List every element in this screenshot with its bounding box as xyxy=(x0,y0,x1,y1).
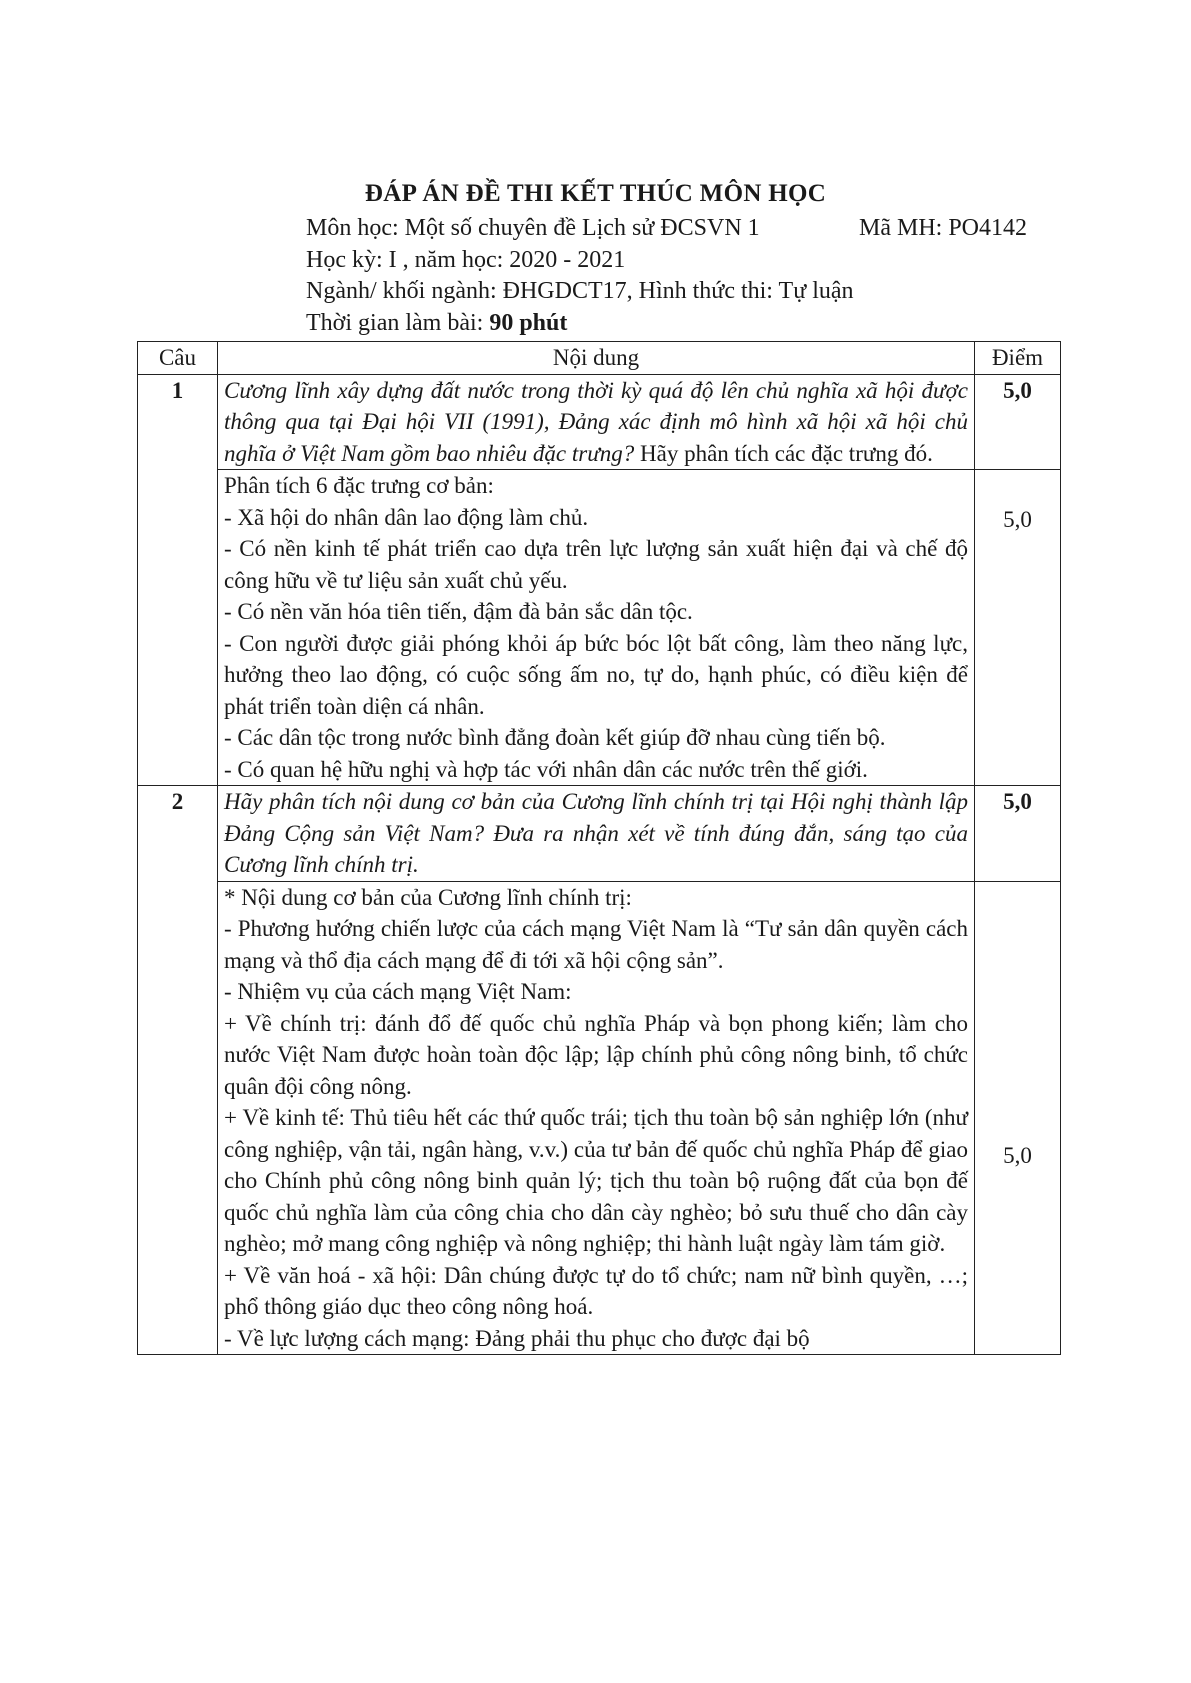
q1-question-row xyxy=(138,374,1061,470)
q1-number-text: 1 xyxy=(171,377,184,403)
document-title: ĐÁP ÁN ĐỀ THI KẾT THÚC MÔN HỌC xyxy=(364,180,827,207)
header-content: Nội dung xyxy=(218,342,975,375)
q1-number xyxy=(138,374,218,786)
q1-answer-score: 5,0 xyxy=(975,470,1061,786)
q1-answer-line: - Xã hội do nhân dân lao động làm chủ. xyxy=(224,504,589,530)
q1-answer-line: - Con người được giải phóng khỏi áp bức bóc lột bất công, làm theo năng lực, hưởng theo lao động, có cuộc sống ấm no, tự do, hạnh phúc, có điều kiện để phát triển toàn diện cá nhân. xyxy=(224,630,968,719)
q2-answer xyxy=(218,881,975,1355)
q2-question-row xyxy=(138,786,1061,882)
q2-answer-line: + Về chính trị: đánh đổ đế quốc chủ nghĩa Pháp và bọn phong kiến; làm cho nước Việt Nam được hoàn toàn độc lập; lập chính phủ công nông binh, tổ chức quân đội công nông. xyxy=(224,1010,968,1099)
q1-question-italic: Cương lĩnh xây dựng đất nước trong thời kỳ quá độ lên chủ nghĩa xã hội được thông qua tại Đại hội VII (1991), Đảng xác định mô hình xã hội xã hội chủ nghĩa ở Việt Nam gồm bao nhiêu đặc trưng? xyxy=(224,377,968,466)
subject-code: Mã MH: PO4142 xyxy=(859,215,1028,241)
answer-table xyxy=(137,341,1061,1355)
q1-question xyxy=(218,374,975,470)
duration-row xyxy=(306,308,854,340)
table-header-row xyxy=(138,342,1061,375)
q2-answer-line: * Nội dung cơ bản của Cương lĩnh chính trị: xyxy=(224,884,632,910)
q2-answer-line: + Về kinh tế: Thủ tiêu hết các thứ quốc trái; tịch thu toàn bộ sản nghiệp lớn (như công nghiệp, vận tải, ngân hàng, v.v.) của tư bản đế quốc chủ nghĩa Pháp để giao cho Chính phủ công nông binh quản lý; tịch thu toàn bộ ruộng đất của bọn đế quốc chủ nghĩa làm của công chia cho dân cày nghèo; bỏ sưu thuế cho dân cày nghèo; mở mang công nghiệp và nông nghiệp; thi hành luật ngày làm tám giờ. xyxy=(224,1105,968,1256)
q2-number-text: 2 xyxy=(171,789,184,814)
q1-question-score: 5,0 xyxy=(975,374,1061,470)
q1-answer-row xyxy=(138,470,1061,786)
subject-row xyxy=(306,213,1028,245)
q1-answer-line: - Có nền văn hóa tiên tiến, đậm đà bản sắc dân tộc. xyxy=(224,599,693,624)
q2-answer-row xyxy=(138,881,1061,1355)
q2-answer-score: 5,0 xyxy=(975,881,1061,1355)
subject-text: Môn học: Một số chuyên đề Lịch sử ĐCSVN 1 xyxy=(306,215,760,241)
q1-answer-line: - Có nền kinh tế phát triển cao dựa trên lực lượng sản xuất hiện đại và chế độ công hữu về tư liệu sản xuất chủ yếu. xyxy=(224,536,968,593)
q2-question: Hãy phân tích nội dung cơ bản của Cương lĩnh chính trị tại Hội nghị thành lập Đảng Cộng sản Việt Nam? Đưa ra nhận xét về tính đúng đắn, sáng tạo của Cương lĩnh chính trị. xyxy=(218,786,975,882)
q2-answer-line: + Về văn hoá - xã hội: Dân chúng được tự do tổ chức; nam nữ bình quyền, …; phổ thông giáo dục theo công nông hoá. xyxy=(224,1262,968,1319)
q2-answer-line: - Về lực lượng cách mạng: Đảng phải thu phục cho được đại bộ xyxy=(224,1325,810,1351)
semester-text: Học kỳ: I , năm học: 2020 - 2021 xyxy=(306,246,626,273)
major-text: Ngành/ khối ngành: ĐHGDCT17, Hình thức thi: Tự luận xyxy=(306,278,854,304)
q1-question-plain: Hãy phân tích các đặc trưng đó. xyxy=(634,440,933,466)
exam-meta xyxy=(306,213,1028,339)
duration-label: Thời gian làm bài: xyxy=(306,309,490,336)
q2-answer-line: - Phương hướng chiến lược của cách mạng Việt Nam là “Tư sản dân quyền cách mạng và thổ địa cách mạng để đi tới xã hội cộng sản”. xyxy=(224,916,968,973)
duration-value: 90 phút xyxy=(489,309,568,336)
header-question: Câu xyxy=(138,342,218,375)
q2-answer-line: - Nhiệm vụ của cách mạng Việt Nam: xyxy=(224,979,572,1004)
q2-question-score: 5,0 xyxy=(975,786,1061,882)
q1-answer-line: Phân tích 6 đặc trưng cơ bản: xyxy=(224,473,494,498)
q2-number xyxy=(138,786,218,1355)
header-score: Điểm xyxy=(975,342,1061,375)
q1-answer-line: - Có quan hệ hữu nghị và hợp tác với nhân dân các nước trên thế giới. xyxy=(224,756,868,782)
q1-answer xyxy=(218,470,975,786)
q1-answer-line: - Các dân tộc trong nước bình đẳng đoàn kết giúp đỡ nhau cùng tiến bộ. xyxy=(224,725,886,750)
